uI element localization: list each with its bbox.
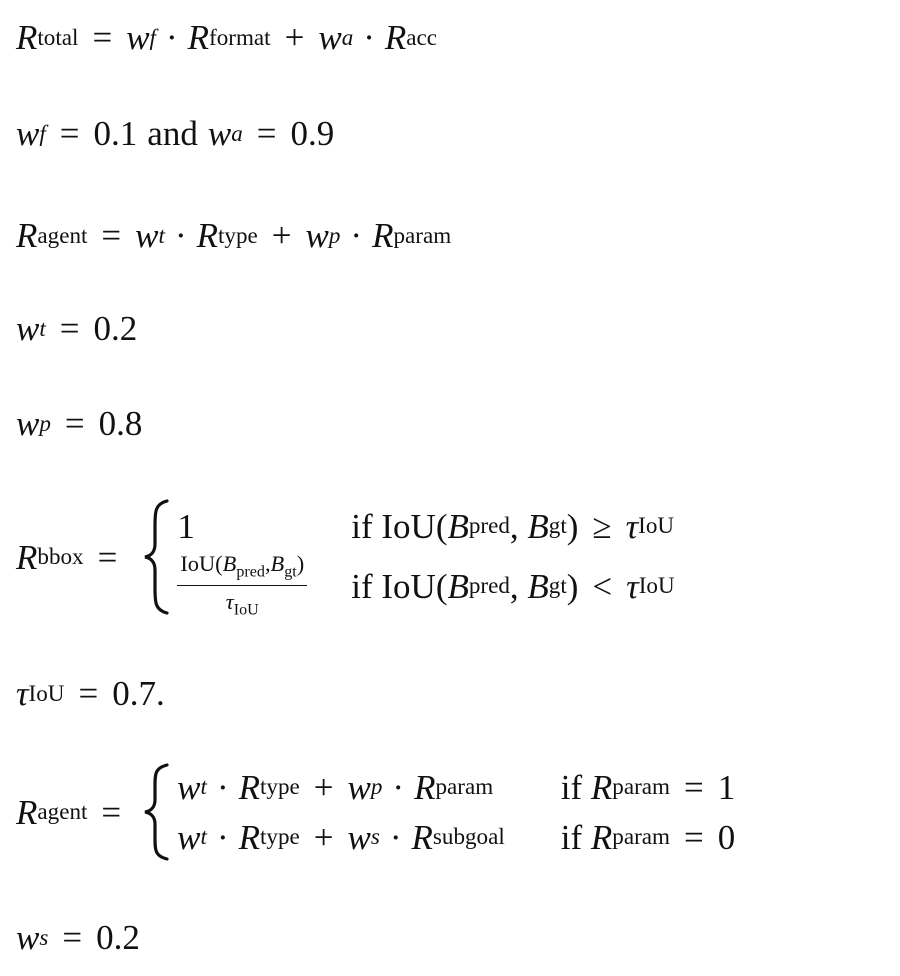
subscript-type: type	[217, 221, 258, 248]
left-brace	[143, 762, 171, 862]
subscript-f: f	[149, 23, 156, 50]
equation-w-p	[16, 406, 142, 441]
if-word: if	[351, 566, 373, 606]
r-symbol: R	[238, 767, 260, 807]
equation-r-agent	[16, 218, 451, 253]
subscript-type: type	[259, 773, 300, 800]
equals-sign: =	[97, 537, 118, 577]
plus-sign: +	[284, 18, 305, 57]
subscript-t: t	[158, 221, 165, 248]
w-symbol: w	[177, 767, 201, 807]
equals-sign: =	[101, 792, 122, 832]
subscript-t: t	[200, 773, 207, 800]
subscript-param: param	[435, 773, 494, 800]
r-symbol: R	[187, 18, 210, 57]
b-symbol: B	[270, 551, 285, 577]
value-one: 1	[717, 767, 736, 807]
b-symbol: B	[222, 551, 237, 577]
if-word: if	[560, 767, 583, 807]
subscript-a: a	[231, 119, 243, 146]
w-symbol: w	[16, 918, 40, 957]
subscript-s: s	[370, 823, 380, 850]
cases-block	[177, 497, 674, 617]
case1-condition: if IoU ( B pred , B gt ) ≥ τ IoU	[351, 506, 675, 546]
cdot: ·	[363, 18, 375, 57]
subscript-param: param	[393, 221, 452, 248]
value-tau: 0.7.	[112, 674, 165, 713]
case1-condition	[561, 762, 735, 812]
tau-symbol: τ	[225, 589, 234, 614]
equals-sign: =	[256, 114, 277, 153]
equation-r-total	[16, 20, 437, 55]
subscript-t: t	[39, 314, 46, 341]
w-symbol: w	[126, 18, 150, 57]
fraction	[177, 553, 307, 619]
value-wf: 0.1	[93, 114, 138, 153]
subscript-pred: pred	[236, 563, 265, 581]
r-symbol: R	[16, 18, 38, 57]
cdot: ·	[389, 817, 402, 857]
plus-sign: +	[313, 767, 334, 807]
subscript-p: p	[328, 221, 341, 248]
r-symbol: R	[16, 216, 38, 255]
subscript-param: param	[612, 773, 670, 800]
equals-sign: =	[64, 404, 85, 443]
subscript-type: type	[259, 823, 300, 850]
r-symbol: R	[238, 817, 260, 857]
fraction-denominator	[226, 586, 259, 619]
and-word: and	[147, 114, 198, 153]
iou-word: IoU	[381, 506, 436, 546]
equals-sign: =	[683, 767, 704, 807]
equation-w-s	[16, 920, 140, 955]
equals-sign: =	[78, 674, 99, 713]
if-word: if	[351, 506, 373, 546]
case1-value	[177, 762, 505, 812]
w-symbol: w	[135, 216, 159, 255]
w-symbol: w	[347, 767, 371, 807]
subscript-p: p	[370, 773, 383, 800]
subscript-gt: gt	[548, 572, 567, 599]
r-symbol: R	[16, 792, 38, 832]
tau-symbol: τ	[625, 506, 639, 546]
plus-sign: +	[271, 216, 292, 255]
subscript-acc: acc	[406, 23, 438, 50]
subscript-pred: pred	[468, 512, 510, 539]
subscript-a: a	[341, 23, 354, 50]
cdot: ·	[165, 18, 178, 57]
cdot: ·	[216, 817, 229, 857]
value-ws: 0.2	[96, 918, 140, 957]
subscript-agent: agent	[37, 798, 88, 825]
iou-word: IoU	[180, 551, 216, 577]
subscript-f: f	[39, 119, 46, 146]
subscript-gt: gt	[548, 512, 567, 539]
b-symbol: B	[447, 566, 469, 606]
w-symbol: w	[16, 309, 40, 348]
r-symbol: R	[16, 537, 38, 577]
equals-sign: =	[101, 216, 122, 255]
equals-sign: =	[683, 817, 704, 857]
equation-weights-fa	[16, 116, 334, 151]
fraction-numerator: $IoU(B_{pred},B_{gt})$	[177, 553, 307, 586]
equals-sign: =	[62, 918, 83, 957]
lt-sign: <	[592, 566, 613, 606]
left-brace	[143, 498, 171, 616]
cdot: ·	[174, 216, 187, 255]
subscript-bbox: bbox	[37, 543, 84, 570]
r-symbol: R	[414, 767, 436, 807]
subscript-pred: pred	[468, 572, 510, 599]
equals-sign: =	[59, 114, 80, 153]
tau-symbol: τ	[16, 674, 29, 713]
subscript-param: param	[612, 823, 670, 850]
subscript-iou: IoU	[233, 601, 259, 619]
r-symbol: R	[590, 817, 613, 857]
subscript-iou: IoU	[638, 572, 675, 599]
subscript-total: total	[37, 23, 79, 50]
w-symbol: w	[207, 114, 232, 153]
case1-value	[177, 497, 307, 555]
subscript-iou: IoU	[638, 512, 675, 539]
cdot: ·	[392, 767, 405, 807]
cases-block	[177, 762, 735, 862]
subscript-s: s	[39, 923, 49, 950]
cdot: ·	[350, 216, 363, 255]
value-wt: 0.2	[93, 309, 138, 348]
w-symbol: w	[318, 18, 342, 57]
value-wp: 0.8	[98, 404, 143, 443]
geq-sign: ≥	[592, 506, 612, 546]
value-zero: 0	[717, 817, 736, 857]
plus-sign: +	[313, 817, 334, 857]
subscript-gt: gt	[284, 563, 297, 581]
subscript-iou: IoU	[28, 679, 65, 706]
subscript-agent: agent	[37, 221, 88, 248]
equation-r-agent-cases	[16, 762, 735, 862]
subscript-format: format	[209, 23, 271, 50]
equals-sign: =	[92, 18, 113, 57]
subscript-subgoal: subgoal	[432, 823, 505, 850]
w-symbol: w	[305, 216, 329, 255]
w-symbol: w	[177, 817, 201, 857]
equation-tau-iou	[16, 676, 165, 711]
b-symbol: B	[527, 506, 549, 546]
r-symbol: R	[372, 216, 394, 255]
cdot: ·	[216, 767, 229, 807]
b-symbol: B	[527, 566, 549, 606]
w-symbol: w	[16, 114, 40, 153]
subscript-t: t	[200, 823, 207, 850]
equals-sign: =	[59, 309, 80, 348]
r-symbol: R	[411, 817, 433, 857]
value-one: 1	[177, 506, 195, 546]
case2-value	[177, 812, 505, 862]
case2-value	[177, 551, 307, 619]
tau-symbol: τ	[626, 566, 639, 606]
case2-condition	[561, 812, 735, 862]
subscript-p: p	[39, 409, 51, 436]
r-symbol: R	[196, 216, 218, 255]
w-symbol: w	[347, 817, 371, 857]
w-symbol: w	[16, 404, 40, 443]
b-symbol: B	[447, 506, 469, 546]
value-wa: 0.9	[290, 114, 335, 153]
r-symbol: R	[384, 18, 407, 57]
r-symbol: R	[590, 767, 613, 807]
if-word: if	[560, 817, 583, 857]
equation-r-bbox	[16, 497, 675, 617]
iou-word: IoU	[381, 566, 436, 606]
case2-condition: if IoU ( B pred , B gt ) < τ IoU	[351, 566, 675, 606]
equation-w-t	[16, 311, 137, 346]
